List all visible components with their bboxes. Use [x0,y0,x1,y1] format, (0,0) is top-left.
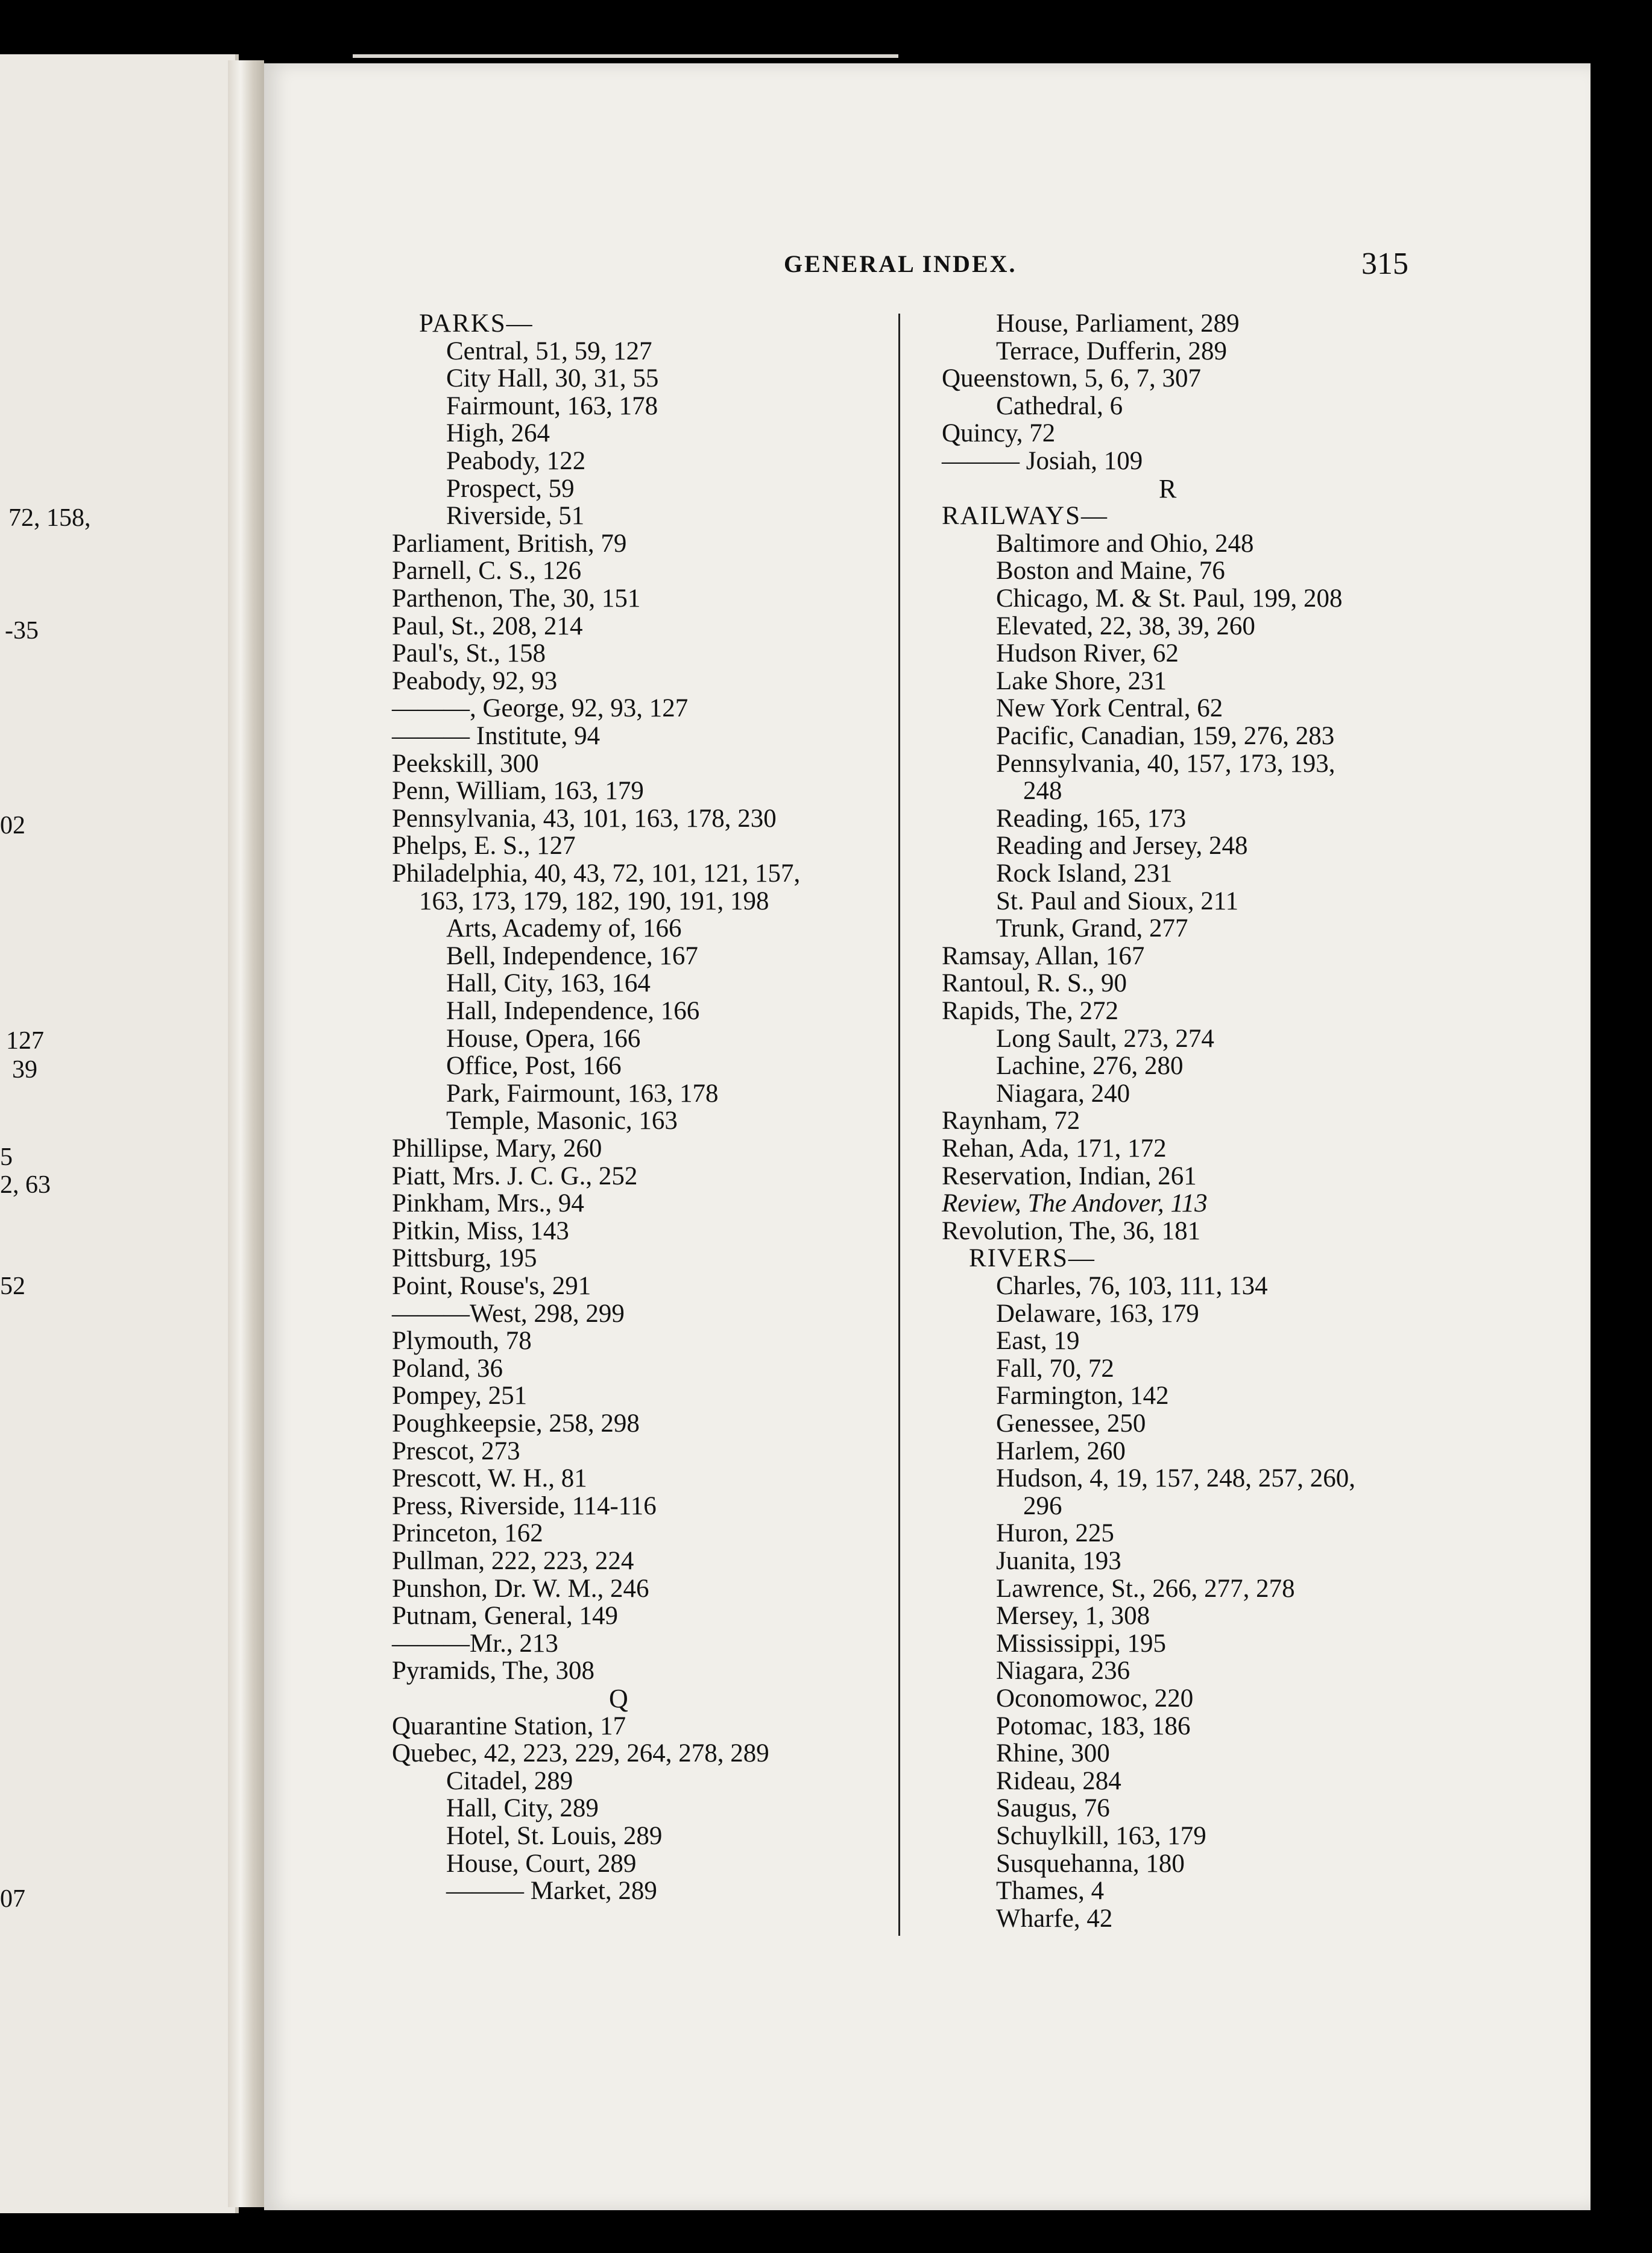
index-entry: Reading and Jersey, 248 [996,832,1248,861]
left-page-fragment: 72, 158, [8,504,91,532]
index-entry: Quincy, 72 [942,419,1056,448]
index-entry: Penn, William, 163, 179 [392,777,644,806]
left-page-fragment: 52 [0,1272,25,1300]
index-entry: Genessee, 250 [996,1409,1146,1438]
index-entry: Prescott, W. H., 81 [392,1464,587,1493]
index-entry: Wharfe, 42 [996,1904,1113,1933]
index-entry: Raynham, 72 [942,1107,1080,1136]
index-entry: Revolution, The, 36, 181 [942,1216,1201,1245]
index-entry: Prescot, 273 [392,1436,520,1465]
index-entry: Boston and Maine, 76 [996,557,1225,586]
top-edge [353,54,898,58]
index-entry: Quarantine Station, 17 [392,1711,626,1740]
index-entry: Delaware, 163, 179 [996,1299,1199,1328]
index-entry: Pittsburg, 195 [392,1244,537,1273]
index-entry: Pacific, Canadian, 159, 276, 283 [996,722,1335,750]
page-number: 315 [1361,247,1408,281]
index-entry: Mississippi, 195 [996,1629,1166,1658]
index-entry: Hudson River, 62 [996,639,1179,668]
index-entry: Mersey, 1, 308 [996,1602,1150,1631]
index-entry: Rapids, The, 272 [942,997,1119,1025]
index-entry: Press, Riverside, 114-116 [392,1491,657,1520]
index-entry: Pitkin, Miss, 143 [392,1216,569,1245]
index-entry: City Hall, 30, 31, 55 [446,364,659,393]
index-entry: Paul's, St., 158 [392,639,546,668]
page-header: GENERAL INDEX. [784,250,1017,277]
index-entry: Putnam, General, 149 [392,1602,618,1631]
index-entry: Philadelphia, 40, 43, 72, 101, 121, 157, [392,859,801,888]
index-entry: Punshon, Dr. W. M., 246 [392,1574,649,1603]
index-entry: Susquehanna, 180 [996,1849,1185,1878]
index-entry: Lachine, 276, 280 [996,1052,1184,1081]
index-entry: Saugus, 76 [996,1794,1110,1823]
index-entry: Ramsay, Allan, 167 [942,941,1145,970]
index-entry: Farmington, 142 [996,1382,1169,1411]
index-entry: Peekskill, 300 [392,749,539,778]
index-entry: Hudson, 4, 19, 157, 248, 257, 260, [996,1464,1356,1493]
index-entry: Citadel, 289 [446,1766,573,1795]
index-entry: House, Opera, 166 [446,1024,641,1053]
index-entry: Reading, 165, 173 [996,804,1187,833]
index-entry: Rock Island, 231 [996,859,1173,888]
index-entry: ———, George, 92, 93, 127 [392,694,689,723]
index-entry: Temple, Masonic, 163 [446,1107,678,1136]
index-entry: Poughkeepsie, 258, 298 [392,1409,640,1438]
left-page-fragment: 2, 63 [0,1171,51,1199]
index-entry: Fall, 70, 72 [996,1354,1114,1383]
left-page-fragment: 07 [0,1885,25,1913]
index-entry: Cathedral, 6 [996,391,1123,420]
index-entry: Fairmount, 163, 178 [446,391,658,420]
index-entry: Rantoul, R. S., 90 [942,969,1127,998]
index-entry: Hotel, St. Louis, 289 [446,1822,663,1850]
index-entry: House, Court, 289 [446,1849,637,1878]
index-entry: Bell, Independence, 167 [446,941,698,970]
index-entry: Point, Rouse's, 291 [392,1272,591,1300]
index-entry: Quebec, 42, 223, 229, 264, 278, 289 [392,1739,769,1768]
index-entry: RIVERS— [969,1244,1096,1273]
index-entry: Potomac, 183, 186 [996,1711,1191,1740]
index-entry: Niagara, 240 [996,1079,1130,1108]
left-page-fragment: 39 [12,1056,37,1084]
index-entry: Pennsylvania, 43, 101, 163, 178, 230 [392,804,777,833]
index-entry: Park, Fairmount, 163, 178 [446,1079,719,1108]
index-entry: Chicago, M. & St. Paul, 199, 208 [996,584,1343,613]
index-entry: Phillipse, Mary, 260 [392,1134,602,1163]
index-entry: Long Sault, 273, 274 [996,1024,1214,1053]
index-entry: Pullman, 222, 223, 224 [392,1547,634,1575]
index-entry: Niagara, 236 [996,1657,1130,1686]
index-entry: East, 19 [996,1327,1080,1356]
index-entry: Trunk, Grand, 277 [996,914,1188,943]
index-entry: Terrace, Dufferin, 289 [996,337,1228,365]
index-entry: Central, 51, 59, 127 [446,337,652,365]
index-entry: Peabody, 92, 93 [392,666,558,695]
index-entry: House, Parliament, 289 [996,309,1240,338]
index-entry: Queenstown, 5, 6, 7, 307 [942,364,1201,393]
index-entry: Paul, St., 208, 214 [392,611,583,640]
book-spine [228,60,264,2207]
left-page-fragment: 5 [0,1143,13,1171]
index-entry: Juanita, 193 [996,1547,1121,1575]
index-entry: St. Paul and Sioux, 211 [996,886,1239,915]
index-entry: Thames, 4 [996,1877,1105,1906]
index-entry: ———Mr., 213 [392,1629,558,1658]
index-entry: Poland, 36 [392,1354,503,1383]
index-entry: Rhine, 300 [996,1739,1110,1768]
index-entry: Baltimore and Ohio, 248 [996,529,1254,558]
index-entry: Parliament, British, 79 [392,529,627,558]
index-entry: Parnell, C. S., 126 [392,557,582,586]
index-entry: Office, Post, 166 [446,1052,622,1081]
index-entry: Arts, Academy of, 166 [446,914,682,943]
index-entry: New York Central, 62 [996,694,1223,723]
index-entry: Riverside, 51 [446,502,585,531]
index-entry: Lawrence, St., 266, 277, 278 [996,1574,1295,1603]
index-entry: Review, The Andover, 113 [942,1189,1208,1218]
index-entry: Rideau, 284 [996,1766,1121,1795]
index-entry: Pennsylvania, 40, 157, 173, 193, [996,749,1335,778]
index-entry: Pompey, 251 [392,1382,528,1411]
index-entry: ———West, 298, 299 [392,1299,625,1328]
index-entry: RAILWAYS— [942,502,1109,531]
index-entry: 296 [1023,1491,1062,1520]
index-entry: Hall, City, 289 [446,1794,599,1823]
index-entry: Pyramids, The, 308 [392,1657,595,1686]
left-page [0,54,239,2213]
index-entry: Elevated, 22, 38, 39, 260 [996,611,1255,640]
index-entry: Princeton, 162 [392,1519,543,1548]
index-entry: ——— Market, 289 [446,1877,657,1906]
index-entry: ——— Josiah, 109 [942,447,1143,475]
index-entry: 163, 173, 179, 182, 190, 191, 198 [419,886,769,915]
index-entry: Plymouth, 78 [392,1327,532,1356]
index-entry: Oconomowoc, 220 [996,1684,1194,1713]
left-page-fragment: -35 [5,617,39,645]
index-entry: Q [609,1684,628,1713]
index-entry: ——— Institute, 94 [392,722,601,750]
index-entry: PARKS— [419,309,534,338]
left-page-fragment: 02 [0,812,25,839]
index-entry: Harlem, 260 [996,1436,1126,1465]
column-divider [898,314,900,1936]
index-entry: Rehan, Ada, 171, 172 [942,1134,1167,1163]
index-entry: Lake Shore, 231 [996,666,1167,695]
index-entry: Hall, City, 163, 164 [446,969,651,998]
index-entry: 248 [1023,777,1062,806]
index-entry: Phelps, E. S., 127 [392,832,576,861]
index-entry: Hall, Independence, 166 [446,997,700,1025]
index-entry: Parthenon, The, 30, 151 [392,584,641,613]
index-entry: High, 264 [446,419,550,448]
index-entry: Prospect, 59 [446,474,575,503]
index-entry: Pinkham, Mrs., 94 [392,1189,584,1218]
index-entry: Huron, 225 [996,1519,1114,1548]
index-entry: Peabody, 122 [446,447,586,475]
index-entry: Charles, 76, 103, 111, 134 [996,1272,1268,1300]
left-page-fragment: 127 [6,1027,44,1055]
index-entry: Piatt, Mrs. J. C. G., 252 [392,1161,638,1190]
index-entry: Schuylkill, 163, 179 [996,1822,1206,1850]
index-entry: R [1159,473,1177,504]
index-entry: Reservation, Indian, 261 [942,1161,1197,1190]
